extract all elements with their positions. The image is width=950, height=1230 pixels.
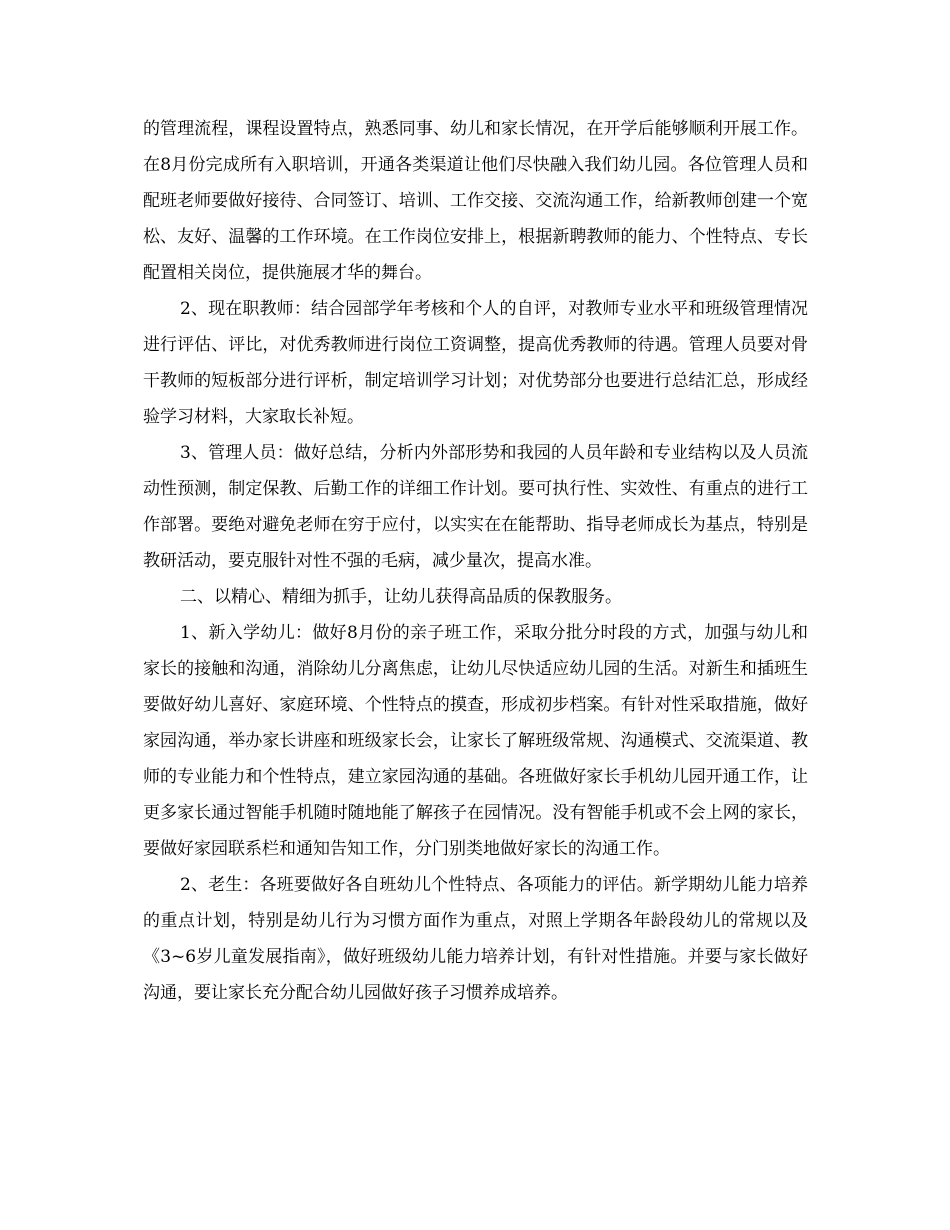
paragraph-4: 二、以精心、精细为抓手，让幼儿获得高品质的保教服务。 <box>180 587 622 607</box>
paragraph-2: 2、现在职教师：结合园部学年考核和个人的自评，对教师专业水平和班级管理情况进行评估、评比，对优秀教师进行岗位工资调整，提高优秀教师的待遇。管理人员要对骨干教师的短板部分进行评析，制定培训学习计划；对优势部分也要进行总结汇总，形成经验学习材料，大家取长补短。 <box>143 299 808 427</box>
document-body <box>143 111 808 1011</box>
paragraph-1: 的管理流程，课程设置特点，熟悉同事、幼儿和家长情况，在开学后能够顺利开展工作。在8月份完成所有入职培训，开通各类渠道让他们尽快融入我们幼儿园。各位管理人员和配班老师要做好接待、合同签订、培训、工作交接、交流沟通工作，给新教师创建一个宽松、友好、温馨的工作环境。在工作岗位安排上，根据新聘教师的能力、个性特点、专长配置相关岗位，提供施展才华的舞台。 <box>143 119 808 283</box>
paragraph-3: 3、管理人员：做好总结，分析内外部形势和我园的人员年龄和专业结构以及人员流动性预测，制定保教、后勤工作的详细工作计划。要可执行性、实效性、有重点的进行工作部署。要绝对避免老师在穷于应付，以实实在在能帮助、指导老师成长为基点，特别是教研活动，要克服针对性不强的毛病，减少量次，提高水准。 <box>143 443 808 571</box>
paragraph-6: 2、老生：各班要做好各自班幼儿个性特点、各项能力的评估。新学期幼儿能力培养的重点计划，特别是幼儿行为习惯方面作为重点，对照上学期各年龄段幼儿的常规以及《3~6岁儿童发展指南》，做好班级幼儿能力培养计划，有针对性措施。并要与家长做好沟通，要让家长充分配合幼儿园做好孩子习惯养成培养。 <box>143 875 808 1003</box>
paragraph-5: 1、新入学幼儿：做好8月份的亲子班工作，采取分批分时段的方式，加强与幼儿和家长的接触和沟通，消除幼儿分离焦虑，让幼儿尽快适应幼儿园的生活。对新生和插班生要做好幼儿喜好、家庭环境、个性特点的摸查，形成初步档案。有针对性采取措施，做好家园沟通，举办家长讲座和班级家长会，让家长了解班级常规、沟通模式、交流渠道、教师的专业能力和个性特点，建立家园沟通的基础。各班做好家长手机幼儿园开通工作，让更多家长通过智能手机随时随地能了解孩子在园情况。没有智能手机或不会上网的家长，要做好家园联系栏和通知告知工作，分门别类地做好家长的沟通工作。 <box>143 623 808 859</box>
